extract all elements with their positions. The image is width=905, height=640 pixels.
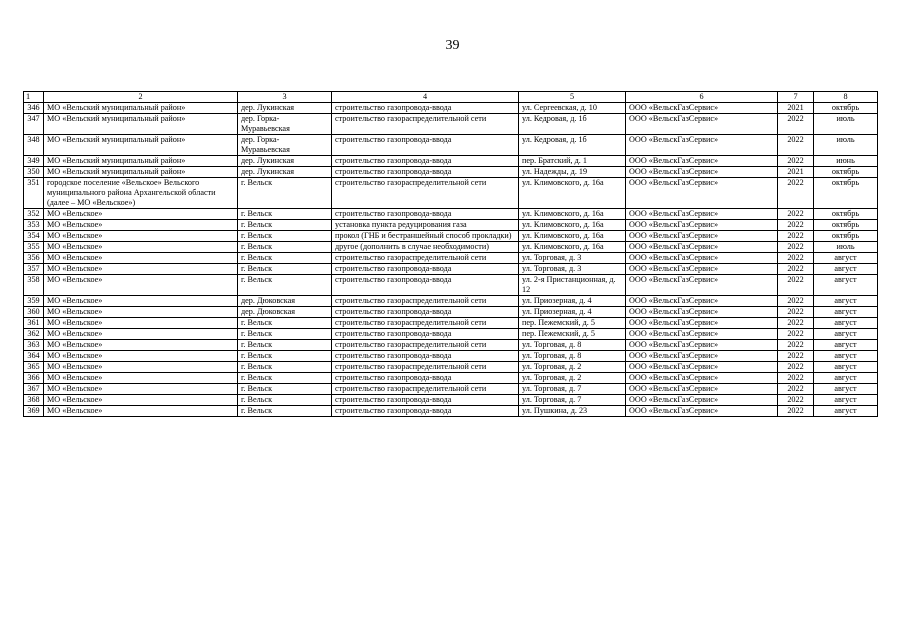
work-type-cell: строительство газопровода-ввода: [332, 135, 519, 156]
year-cell: 2022: [778, 384, 814, 395]
table-row: [24, 307, 878, 318]
row-number-cell: 364: [24, 351, 44, 362]
municipality-cell: МО «Вельское»: [44, 362, 238, 373]
address-cell: ул. Приозерная, д. 4: [519, 307, 626, 318]
locality-cell: г. Вельск: [238, 351, 332, 362]
table-row: [24, 395, 878, 406]
locality-cell: дер. Горка-Муравьевская: [238, 135, 332, 156]
year-cell: 2022: [778, 253, 814, 264]
organization-cell: ООО «ВельскГазСервис»: [626, 296, 778, 307]
register-table: [23, 91, 878, 417]
month-cell: август: [814, 384, 878, 395]
year-cell: 2022: [778, 406, 814, 417]
locality-cell: г. Вельск: [238, 275, 332, 296]
address-cell: ул. Торговая, д. 3: [519, 264, 626, 275]
organization-cell: ООО «ВельскГазСервис»: [626, 406, 778, 417]
address-cell: ул. Торговая, д. 7: [519, 384, 626, 395]
address-cell: ул. Кедровая, д. 1б: [519, 135, 626, 156]
table-row: [24, 373, 878, 384]
work-type-cell: строительство газораспределительной сети: [332, 178, 519, 209]
organization-cell: ООО «ВельскГазСервис»: [626, 209, 778, 220]
row-number-cell: 367: [24, 384, 44, 395]
organization-cell: ООО «ВельскГазСервис»: [626, 135, 778, 156]
column-number-4: 4: [332, 92, 519, 103]
year-cell: 2022: [778, 156, 814, 167]
month-cell: июль: [814, 135, 878, 156]
address-cell: ул. Климовского, д. 16а: [519, 220, 626, 231]
organization-cell: ООО «ВельскГазСервис»: [626, 167, 778, 178]
table-header: [24, 92, 878, 103]
month-cell: июль: [814, 242, 878, 253]
month-cell: август: [814, 329, 878, 340]
work-type-cell: строительство газораспределительной сети: [332, 253, 519, 264]
address-cell: ул. Приозерная, д. 4: [519, 296, 626, 307]
organization-cell: ООО «ВельскГазСервис»: [626, 329, 778, 340]
row-number-cell: 354: [24, 231, 44, 242]
row-number-cell: 348: [24, 135, 44, 156]
column-number-2: 2: [44, 92, 238, 103]
month-cell: октябрь: [814, 220, 878, 231]
month-cell: август: [814, 395, 878, 406]
year-cell: 2022: [778, 329, 814, 340]
row-number-cell: 353: [24, 220, 44, 231]
row-number-cell: 355: [24, 242, 44, 253]
table-row: [24, 406, 878, 417]
table-row: [24, 231, 878, 242]
year-cell: 2022: [778, 178, 814, 209]
locality-cell: дер. Горка-Муравьевская: [238, 114, 332, 135]
year-cell: 2021: [778, 167, 814, 178]
organization-cell: ООО «ВельскГазСервис»: [626, 253, 778, 264]
row-number-cell: 352: [24, 209, 44, 220]
organization-cell: ООО «ВельскГазСервис»: [626, 275, 778, 296]
table-row: [24, 135, 878, 156]
address-cell: ул. Сергеевская, д. 10: [519, 103, 626, 114]
row-number-cell: 359: [24, 296, 44, 307]
address-cell: ул. Торговая, д. 2: [519, 362, 626, 373]
table-row: [24, 362, 878, 373]
row-number-cell: 357: [24, 264, 44, 275]
year-cell: 2022: [778, 395, 814, 406]
address-cell: ул. Торговая, д. 8: [519, 340, 626, 351]
municipality-cell: МО «Вельское»: [44, 275, 238, 296]
table-row: [24, 253, 878, 264]
page-number: 39: [445, 38, 460, 53]
year-cell: 2022: [778, 373, 814, 384]
work-type-cell: строительство газопровода-ввода: [332, 103, 519, 114]
organization-cell: ООО «ВельскГазСервис»: [626, 395, 778, 406]
locality-cell: г. Вельск: [238, 362, 332, 373]
month-cell: август: [814, 351, 878, 362]
table-row: [24, 296, 878, 307]
address-cell: ул. Климовского, д. 16а: [519, 178, 626, 209]
locality-cell: дер. Дюковская: [238, 296, 332, 307]
work-type-cell: строительство газораспределительной сети: [332, 340, 519, 351]
row-number-cell: 366: [24, 373, 44, 384]
locality-cell: г. Вельск: [238, 318, 332, 329]
locality-cell: дер. Лукинская: [238, 156, 332, 167]
month-cell: август: [814, 275, 878, 296]
row-number-cell: 361: [24, 318, 44, 329]
year-cell: 2022: [778, 318, 814, 329]
locality-cell: г. Вельск: [238, 395, 332, 406]
address-cell: пер. Братский, д. 1: [519, 156, 626, 167]
locality-cell: г. Вельск: [238, 406, 332, 417]
column-number-5: 5: [519, 92, 626, 103]
municipality-cell: МО «Вельское»: [44, 373, 238, 384]
year-cell: 2022: [778, 307, 814, 318]
municipality-cell: МО «Вельское»: [44, 253, 238, 264]
row-number-cell: 346: [24, 103, 44, 114]
year-cell: 2022: [778, 340, 814, 351]
row-number-cell: 350: [24, 167, 44, 178]
table-row: [24, 178, 878, 209]
table-row: [24, 209, 878, 220]
work-type-cell: строительство газораспределительной сети: [332, 296, 519, 307]
row-number-cell: 363: [24, 340, 44, 351]
locality-cell: г. Вельск: [238, 340, 332, 351]
work-type-cell: установка пункта редуцирования газа: [332, 220, 519, 231]
organization-cell: ООО «ВельскГазСервис»: [626, 178, 778, 209]
organization-cell: ООО «ВельскГазСервис»: [626, 373, 778, 384]
municipality-cell: МО «Вельский муниципальный район»: [44, 103, 238, 114]
municipality-cell: МО «Вельское»: [44, 406, 238, 417]
row-number-cell: 358: [24, 275, 44, 296]
municipality-cell: МО «Вельское»: [44, 220, 238, 231]
month-cell: октябрь: [814, 178, 878, 209]
year-cell: 2022: [778, 220, 814, 231]
row-number-cell: 360: [24, 307, 44, 318]
organization-cell: ООО «ВельскГазСервис»: [626, 340, 778, 351]
address-cell: ул. Климовского, д. 16а: [519, 242, 626, 253]
year-cell: 2022: [778, 264, 814, 275]
municipality-cell: МО «Вельское»: [44, 351, 238, 362]
municipality-cell: МО «Вельское»: [44, 264, 238, 275]
municipality-cell: МО «Вельское»: [44, 318, 238, 329]
year-cell: 2021: [778, 103, 814, 114]
organization-cell: ООО «ВельскГазСервис»: [626, 362, 778, 373]
month-cell: октябрь: [814, 231, 878, 242]
year-cell: 2022: [778, 209, 814, 220]
municipality-cell: МО «Вельское»: [44, 340, 238, 351]
organization-cell: ООО «ВельскГазСервис»: [626, 318, 778, 329]
table-row: [24, 329, 878, 340]
address-cell: ул. Пушкина, д. 23: [519, 406, 626, 417]
month-cell: август: [814, 264, 878, 275]
row-number-cell: 349: [24, 156, 44, 167]
month-cell: июль: [814, 114, 878, 135]
work-type-cell: строительство газопровода-ввода: [332, 351, 519, 362]
locality-cell: г. Вельск: [238, 209, 332, 220]
address-cell: ул. Кедровая, д. 1б: [519, 114, 626, 135]
work-type-cell: прокол (ГНБ и бестраншейный способ прокладки): [332, 231, 519, 242]
month-cell: август: [814, 373, 878, 384]
month-cell: август: [814, 253, 878, 264]
year-cell: 2022: [778, 231, 814, 242]
work-type-cell: строительство газопровода-ввода: [332, 275, 519, 296]
row-number-cell: 362: [24, 329, 44, 340]
address-cell: ул. Надежды, д. 19: [519, 167, 626, 178]
work-type-cell: строительство газопровода-ввода: [332, 167, 519, 178]
table-row: [24, 318, 878, 329]
table-row: [24, 275, 878, 296]
year-cell: 2022: [778, 135, 814, 156]
municipality-cell: МО «Вельское»: [44, 384, 238, 395]
organization-cell: ООО «ВельскГазСервис»: [626, 242, 778, 253]
month-cell: август: [814, 307, 878, 318]
municipality-cell: МО «Вельское»: [44, 209, 238, 220]
address-cell: ул. Торговая, д. 3: [519, 253, 626, 264]
locality-cell: г. Вельск: [238, 384, 332, 395]
row-number-cell: 368: [24, 395, 44, 406]
column-number-6: 6: [626, 92, 778, 103]
locality-cell: дер. Дюковская: [238, 307, 332, 318]
column-number-8: 8: [814, 92, 878, 103]
work-type-cell: другое (дополнить в случае необходимости): [332, 242, 519, 253]
month-cell: август: [814, 406, 878, 417]
locality-cell: г. Вельск: [238, 329, 332, 340]
municipality-cell: МО «Вельское»: [44, 395, 238, 406]
address-cell: ул. Климовского, д. 16а: [519, 209, 626, 220]
month-cell: август: [814, 362, 878, 373]
year-cell: 2022: [778, 351, 814, 362]
organization-cell: ООО «ВельскГазСервис»: [626, 103, 778, 114]
municipality-cell: МО «Вельское»: [44, 329, 238, 340]
column-number-1: 1: [24, 92, 44, 103]
table-row: [24, 351, 878, 362]
address-cell: ул. 2-я Пристанционная, д. 12: [519, 275, 626, 296]
row-number-cell: 347: [24, 114, 44, 135]
municipality-cell: МО «Вельский муниципальный район»: [44, 135, 238, 156]
locality-cell: г. Вельск: [238, 264, 332, 275]
work-type-cell: строительство газопровода-ввода: [332, 395, 519, 406]
month-cell: октябрь: [814, 103, 878, 114]
row-number-cell: 351: [24, 178, 44, 209]
organization-cell: ООО «ВельскГазСервис»: [626, 156, 778, 167]
month-cell: июнь: [814, 156, 878, 167]
municipality-cell: МО «Вельское»: [44, 231, 238, 242]
work-type-cell: строительство газораспределительной сети: [332, 318, 519, 329]
address-cell: пер. Пежемский, д. 5: [519, 318, 626, 329]
row-number-cell: 365: [24, 362, 44, 373]
organization-cell: ООО «ВельскГазСервис»: [626, 307, 778, 318]
year-cell: 2022: [778, 114, 814, 135]
year-cell: 2022: [778, 362, 814, 373]
municipality-cell: МО «Вельское»: [44, 296, 238, 307]
municipality-cell: городское поселение «Вельское» Вельского муниципального района Архангельской области (далее – МО «Вельское»): [44, 178, 238, 209]
organization-cell: ООО «ВельскГазСервис»: [626, 264, 778, 275]
organization-cell: ООО «ВельскГазСервис»: [626, 114, 778, 135]
work-type-cell: строительство газораспределительной сети: [332, 114, 519, 135]
table-row: [24, 340, 878, 351]
row-number-cell: 356: [24, 253, 44, 264]
organization-cell: ООО «ВельскГазСервис»: [626, 220, 778, 231]
month-cell: октябрь: [814, 167, 878, 178]
month-cell: август: [814, 318, 878, 329]
table-row: [24, 114, 878, 135]
work-type-cell: строительство газопровода-ввода: [332, 156, 519, 167]
table-row: [24, 264, 878, 275]
month-cell: август: [814, 340, 878, 351]
locality-cell: г. Вельск: [238, 253, 332, 264]
work-type-cell: строительство газораспределительной сети: [332, 384, 519, 395]
row-number-cell: 369: [24, 406, 44, 417]
month-cell: октябрь: [814, 209, 878, 220]
locality-cell: г. Вельск: [238, 231, 332, 242]
work-type-cell: строительство газопровода-ввода: [332, 406, 519, 417]
organization-cell: ООО «ВельскГазСервис»: [626, 231, 778, 242]
municipality-cell: МО «Вельский муниципальный район»: [44, 167, 238, 178]
locality-cell: г. Вельск: [238, 242, 332, 253]
municipality-cell: МО «Вельское»: [44, 307, 238, 318]
work-type-cell: строительство газопровода-ввода: [332, 209, 519, 220]
locality-cell: дер. Лукинская: [238, 167, 332, 178]
table-row: [24, 103, 878, 114]
table-row: [24, 384, 878, 395]
table-row: [24, 167, 878, 178]
address-cell: ул. Торговая, д. 8: [519, 351, 626, 362]
table-body: [24, 103, 878, 417]
year-cell: 2022: [778, 296, 814, 307]
year-cell: 2022: [778, 242, 814, 253]
address-cell: ул. Торговая, д. 7: [519, 395, 626, 406]
locality-cell: г. Вельск: [238, 373, 332, 384]
work-type-cell: строительство газопровода-ввода: [332, 373, 519, 384]
table-row: [24, 156, 878, 167]
work-type-cell: строительство газопровода-ввода: [332, 329, 519, 340]
address-cell: пер. Пежемский, д. 5: [519, 329, 626, 340]
work-type-cell: строительство газораспределительной сети: [332, 362, 519, 373]
work-type-cell: строительство газопровода-ввода: [332, 264, 519, 275]
organization-cell: ООО «ВельскГазСервис»: [626, 384, 778, 395]
year-cell: 2022: [778, 275, 814, 296]
address-cell: ул. Торговая, д. 2: [519, 373, 626, 384]
organization-cell: ООО «ВельскГазСервис»: [626, 351, 778, 362]
municipality-cell: МО «Вельское»: [44, 242, 238, 253]
work-type-cell: строительство газопровода-ввода: [332, 307, 519, 318]
table-row: [24, 242, 878, 253]
column-number-3: 3: [238, 92, 332, 103]
table-row: [24, 220, 878, 231]
address-cell: ул. Климовского, д. 16а: [519, 231, 626, 242]
month-cell: август: [814, 296, 878, 307]
municipality-cell: МО «Вельский муниципальный район»: [44, 156, 238, 167]
municipality-cell: МО «Вельский муниципальный район»: [44, 114, 238, 135]
locality-cell: дер. Лукинская: [238, 103, 332, 114]
locality-cell: г. Вельск: [238, 178, 332, 209]
column-number-7: 7: [778, 92, 814, 103]
locality-cell: г. Вельск: [238, 220, 332, 231]
